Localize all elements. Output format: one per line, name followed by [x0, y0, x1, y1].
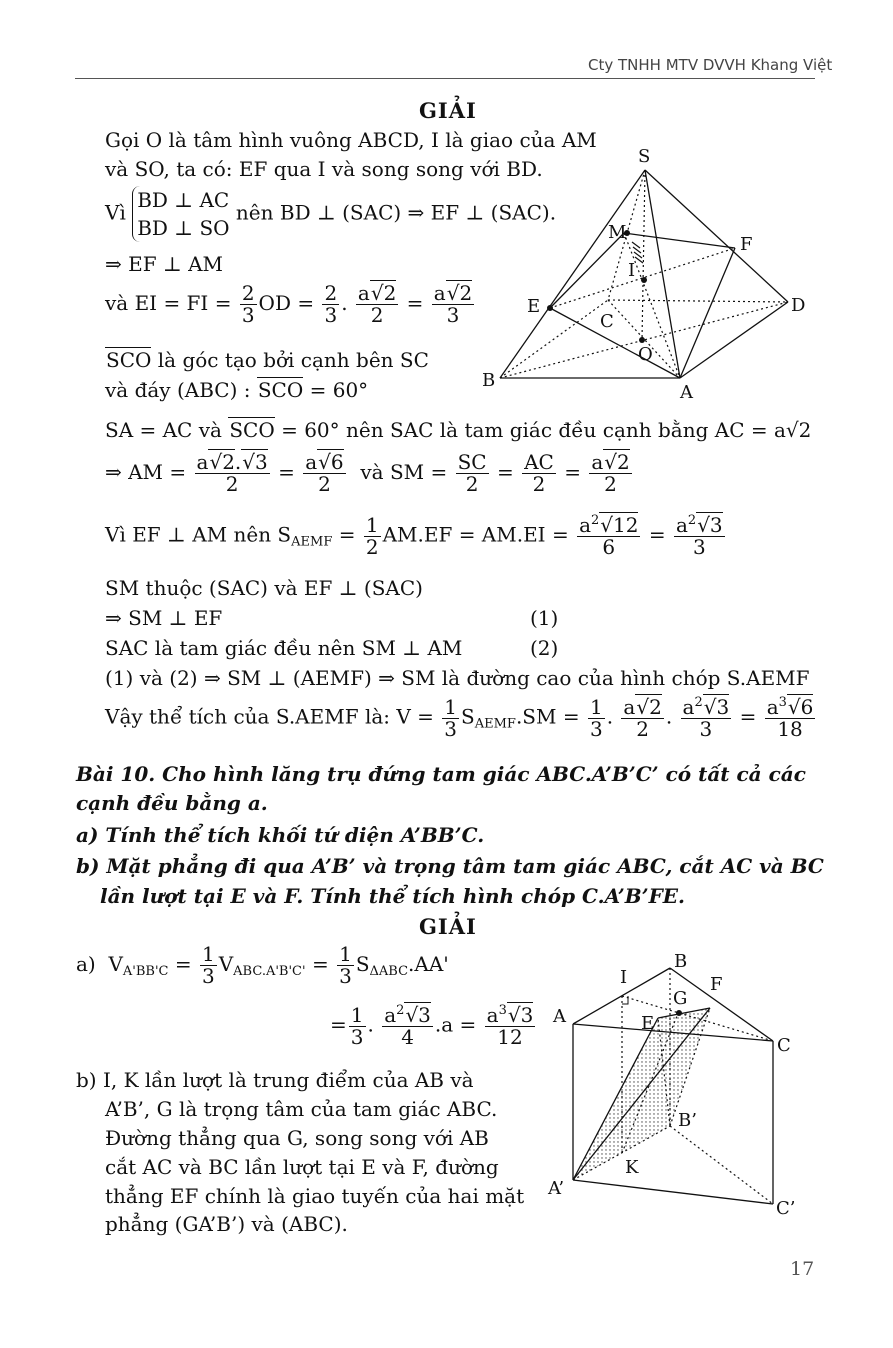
prism-label-C: C	[777, 1035, 791, 1056]
formula-part-a-result: = $\frac{1}{3}$ . $\frac{a^2√3}{4}$ .a = $\frac{a^3√3}{12}$	[330, 1002, 534, 1049]
prism-label-K: K	[625, 1157, 639, 1178]
text-line: SAC là tam giác đều nên SM ⊥ AM	[105, 636, 463, 660]
pyramid-label-S: S	[638, 146, 651, 167]
fraction: $\frac{SC}{2}$	[457, 450, 487, 496]
pyramid-label-I: I	[628, 260, 636, 281]
prism-label-F: F	[710, 974, 723, 995]
text-line: b) I, K lần lượt là trung điểm của AB và	[76, 1068, 474, 1092]
text-line: SM thuộc (SAC) và EF ⊥ (SAC)	[105, 576, 423, 600]
fraction: $\frac{a√2}{2}$	[357, 281, 397, 327]
text-line: ⇒ EF ⊥ AM	[105, 252, 224, 276]
pyramid-label-A: A	[680, 382, 693, 403]
fraction: $\frac{a^2√3}{3}$	[675, 513, 723, 559]
fraction: $\frac{a^3√3}{12}$	[486, 1003, 534, 1049]
fraction: $\frac{a^2√3}{4}$	[384, 1003, 431, 1049]
fraction: $\frac{AC}{2}$	[524, 450, 554, 496]
pyramid-label-O: O	[638, 344, 653, 365]
formula-area: Vì EF ⊥ AM nên $S_{AEMF}$ = $\frac{1}{2}$ AM.EF = AM.EI = $\frac{a^2√12}{6}$ = $\frac{a^2√3}{3}$	[105, 512, 723, 559]
angle-symbol: SCO	[229, 418, 275, 442]
equation-number: (1)	[530, 606, 559, 630]
pyramid-label-B: B	[482, 370, 496, 391]
text-part: SA = AC và	[105, 418, 222, 442]
page-number: 17	[790, 1258, 815, 1280]
formula-prefix: ⇒ AM =	[105, 460, 187, 484]
prism-label-C-prime: C’	[776, 1198, 796, 1219]
exercise-line: a) Tính thể tích khối tứ diện A’BB’C.	[76, 823, 485, 847]
angle-symbol: SCO	[106, 348, 152, 372]
formula-part-a: a) $V_{A'BB'C}$ = $\frac{1}{3}$ $V_{ABC.A'B'C'}$ = $\frac{1}{3}$ $S_{\Delta ABC}.AA'$	[76, 942, 449, 988]
text-line: phẳng (GA’B’) và (ABC).	[105, 1212, 348, 1236]
prism-label-B: B	[674, 951, 688, 972]
fraction: $\frac{a^3√6}{18}$	[766, 695, 814, 741]
text-line: thẳng EF chính là giao tuyến của hai mặt	[105, 1184, 525, 1208]
fraction: $\frac{a√2}{2}$	[591, 450, 630, 496]
text-line: Đường thẳng qua G, song song với AB	[105, 1126, 489, 1150]
condition-1: BD ⊥ AC	[137, 188, 230, 212]
part-label: a)	[76, 952, 96, 976]
text-line: cắt AC và BC lần lượt tại E và F, đường	[105, 1155, 499, 1179]
text-line	[105, 418, 811, 442]
pyramid-label-E: E	[527, 296, 541, 317]
text-part: = 60°	[309, 378, 369, 402]
text-part: là góc tạo bởi cạnh bên SC	[157, 348, 429, 372]
formula-volume: Vậy thể tích của S.AEMF là: V = $\frac{1}{3}$ $S_{AEMF}.SM$ = $\frac{1}{3}$ . $\frac{a√2}{2}$ . $\frac{a^2√3}{3}$ = $\frac{a^3√6}{18}$	[105, 694, 814, 741]
prism-label-E: E	[641, 1013, 655, 1034]
header-rule	[75, 78, 815, 79]
prism-label-I: I	[620, 967, 628, 988]
formula-ei: và EI = FI = $\frac{2}{3}$ OD = $\frac{2}{3}$ . $\frac{a√2}{2}$ = $\frac{a√2}{3}$	[105, 281, 473, 327]
condition-2: BD ⊥ SO	[137, 216, 230, 240]
pyramid-label-M: M	[608, 222, 627, 243]
exercise-line: b) Mặt phẳng đi qua A’B’ và trọng tâm tam giác ABC, cắt AC và BC	[76, 854, 824, 878]
fraction: $\frac{1}{3}$	[201, 942, 215, 988]
text-line: (1) và (2) ⇒ SM ⊥ (AEMF) ⇒ SM là đường cao của hình chóp S.AEMF	[105, 666, 810, 690]
angle-symbol: SCO	[257, 378, 304, 402]
text-part: và đáy (ABC) :	[105, 378, 251, 402]
header-company: Cty TNHH MTV DVVH Khang Việt	[588, 56, 833, 74]
fraction: $\frac{1}{3}$	[339, 942, 352, 988]
subscript: AEMF	[474, 716, 516, 732]
pyramid-figure	[470, 140, 810, 405]
fraction: $\frac{1}{3}$	[444, 694, 458, 741]
fraction: $\frac{a^2√3}{3}$	[682, 695, 730, 741]
text-line: Gọi O là tâm hình vuông ABCD, I là giao của AM	[105, 128, 597, 152]
fraction: $\frac{a√6}{2}$	[305, 450, 344, 496]
text-vi: Vì	[105, 200, 126, 225]
text-line: A’B’, G là trọng tâm của tam giác ABC.	[105, 1097, 498, 1121]
condition-brace	[132, 186, 229, 242]
prism-label-G: G	[673, 988, 688, 1009]
fraction: $\frac{a√2.√3}{2}$	[196, 450, 268, 496]
solution-title-1: GIẢI	[419, 98, 477, 123]
equation-number: (2)	[530, 636, 559, 660]
pyramid-label-F: F	[740, 234, 753, 255]
exercise-line: lần lượt tại E và F. Tính thể tích hình chóp C.A’B’FE.	[100, 884, 685, 908]
subscript: AEMF	[291, 534, 333, 550]
text-line	[105, 348, 429, 372]
fraction: $\frac{1}{3}$	[589, 694, 603, 741]
text-part: = 60° nên SAC là tam giác đều cạnh bằng AC = a√2	[281, 418, 812, 442]
solution-title-2: GIẢI	[419, 914, 477, 939]
prism-label-B-prime: B’	[678, 1110, 697, 1131]
prism-label-A: A	[553, 1006, 566, 1027]
fraction: $\frac{2}{3}$	[241, 281, 255, 327]
fraction: $\frac{a√2}{3}$	[433, 281, 473, 327]
text-line: và SO, ta có: EF qua I và song song với BD.	[105, 157, 543, 181]
fraction: $\frac{a√2}{2}$	[623, 694, 662, 741]
fraction: $\frac{2}{3}$	[324, 281, 338, 327]
fraction: $\frac{a^2√12}{6}$	[579, 513, 639, 559]
fraction: $\frac{1}{2}$	[365, 512, 379, 559]
prism-label-A-prime: A’	[548, 1178, 565, 1199]
prism-figure	[540, 948, 810, 1223]
brace-conclusion: nên BD ⊥ (SAC) ⇒ EF ⊥ (SAC).	[235, 200, 557, 225]
formula-am-sm: ⇒ AM = $\frac{a√2.√3}{2}$ = $\frac{a√6}{2}$ và SM = $\frac{SC}{2}$ = $\frac{AC}{2}$ = $\frac{a√2}{2}$	[105, 450, 630, 496]
pyramid-label-D: D	[791, 295, 806, 316]
formula-prefix: và EI = FI =	[105, 291, 232, 315]
formula-prefix: Vì EF ⊥ AM nên S	[105, 522, 292, 547]
text-line: ⇒ SM ⊥ EF	[105, 606, 223, 630]
pyramid-label-C: C	[600, 311, 614, 332]
formula-prefix: Vậy thể tích của S.AEMF là: V =	[105, 704, 434, 729]
formula-prefix: và SM =	[360, 460, 448, 484]
text-line	[105, 378, 368, 402]
exercise-line: cạnh đều bằng a.	[76, 791, 268, 815]
fraction: $\frac{1}{3}$	[350, 1002, 364, 1049]
exercise-line: Bài 10. Cho hình lăng trụ đứng tam giác ABC.A’B’C’ có tất cả các	[76, 762, 806, 786]
